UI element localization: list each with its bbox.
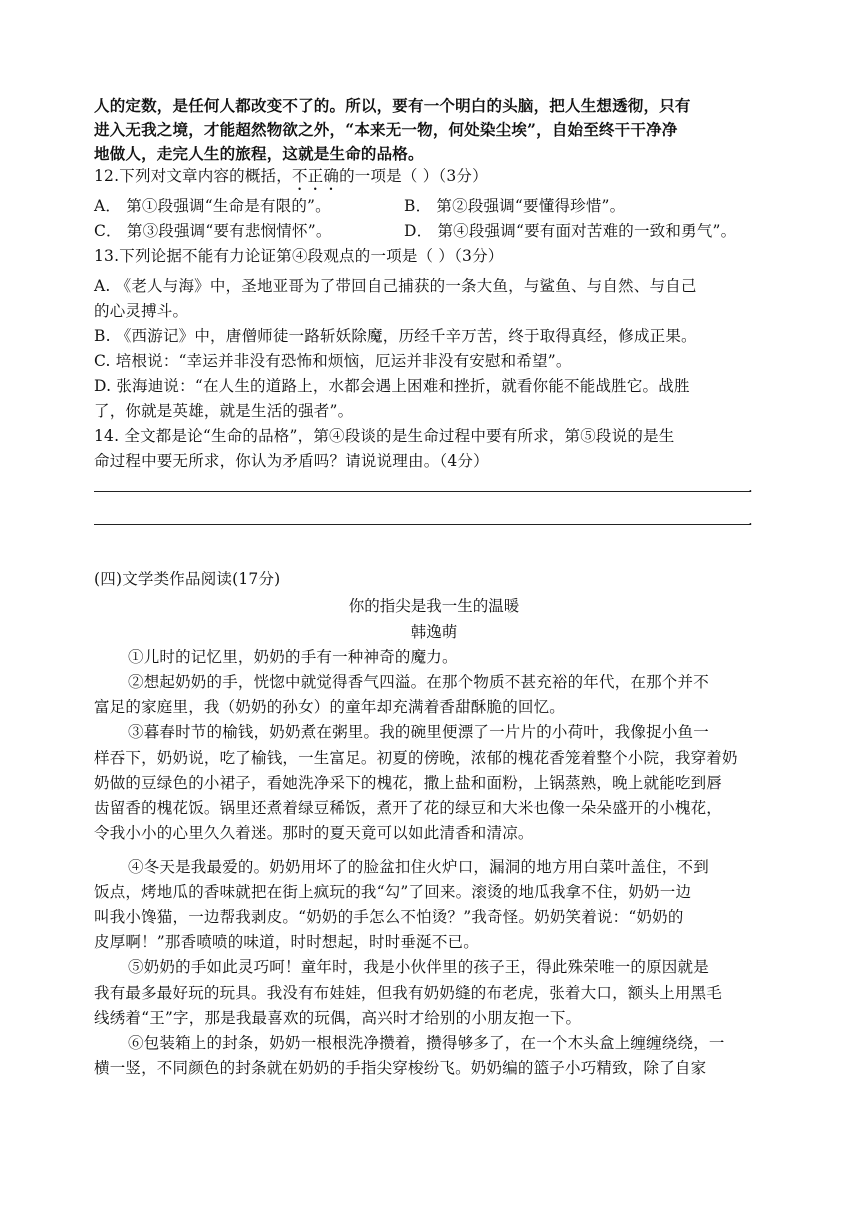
paragraph-3-line-1: ③暮春时节的榆钱，奶奶煮在粥里。我的碗里便漂了一片片的小荷叶，我像捉小鱼一	[128, 723, 709, 741]
q12-option-c: C． 第③段强调“要有悲悯情怀”。	[94, 222, 332, 240]
q14-answer-line-2[interactable]	[94, 524, 750, 525]
q13-option-a-line-1: A. 《老人与海》中，圣地亚哥为了带回自己捕获的一条大鱼，与鲨鱼、与自然、与自己	[94, 277, 697, 295]
paragraph-3-line-5: 令我小小的心里久久着迷。那时的夏天竟可以如此清香和清凉。	[94, 824, 534, 842]
q12-stem-after: 的一项是（ ）（3分）	[339, 167, 488, 185]
q14-answer-dot-1: .	[748, 478, 753, 496]
paragraph-5-line-3: 线绣着“王”字，那是我最喜欢的玩偶，高兴时才给别的小朋友抱一下。	[94, 1009, 582, 1027]
paragraph-4-line-3: 叫我小馋猫，一边帮我剥皮。“奶奶的手怎么不怕烫？”我奇怪。奶奶笑着说：“奶奶的	[94, 908, 684, 926]
paragraph-4-line-4: 皮厚啊！”那香喷喷的味道，时时想起，时时垂涎不已。	[94, 933, 479, 951]
passage-line-2: 进入无我之境，才能超然物欲之外，“本来无一物，何处染尘埃”，自始至终干干净净	[94, 120, 678, 139]
q13-option-d-line-1: D. 张海迪说：“在人生的道路上，水都会遇上困难和挫折，就看你能不能战胜它。战胜	[94, 377, 690, 395]
passage-line-1: 人的定数，是任何人都改变不了的。所以，要有一个明白的头脑，把人生想透彻，只有	[94, 96, 691, 115]
q13-option-b: B. 《西游记》中，唐僧师徒一路斩妖除魔，历经千辛万苦，终于取得真经，修成正果。	[94, 327, 697, 345]
q12-stem	[94, 164, 774, 194]
story-title: 你的指尖是我一生的温暖	[348, 597, 520, 615]
paragraph-3-line-4: 齿留香的槐花饭。锅里还煮着绿豆稀饭，煮开了花的绿豆和大米也像一朵朵盛开的小槐花，	[94, 799, 723, 817]
q12-option-a: A． 第①段强调“生命是有限的”。	[94, 197, 331, 215]
section-heading: (四)文学类作品阅读(17分)	[94, 570, 281, 588]
paragraph-4-line-2: 饭点，烤地瓜的香味就把在街上疯玩的我“勾”了回来。滚烫的地瓜我拿不住，奶奶一边	[94, 883, 692, 901]
q12-options-row-2	[94, 219, 774, 243]
q12-option-b: B． 第②段强调“要懂得珍惜”。	[404, 197, 626, 215]
q14-stem-line-1: 14. 全文都是论“生命的品格”，第④段谈的是生命过程中要有所求，第⑤段说的是生	[94, 427, 675, 445]
paragraph-5-line-2: 我有最多最好玩的玩具。我没有布娃娃，但我有奶奶缝的布老虎，张着大口，额头上用黑毛	[94, 984, 723, 1002]
paragraph-2-line-2: 富足的家庭里，我（奶奶的孙女）的童年却充满着香甜酥脆的回忆。	[94, 698, 566, 716]
q14-answer-dot-2: .	[748, 511, 753, 529]
q12-stem-before: 12.下列对文章内容的概括，	[94, 167, 292, 185]
q13-option-a-line-2: 的心灵搏斗。	[94, 302, 189, 320]
q13-option-d-line-2: 了，你就是英雄，就是生活的强者”。	[94, 402, 354, 420]
q14-stem-line-2: 命过程中要无所求，你认为矛盾吗？请说说理由。（4分）	[94, 452, 489, 470]
paragraph-3-line-2: 样吞下，奶奶说，吃了榆钱，一生富足。初夏的傍晚，浓郁的槐花香笼着整个小院，我穿着奶	[94, 749, 738, 767]
q12-stem-emphasis: 不正确	[291, 167, 340, 185]
q12-option-d: D． 第④段强调“要有面对苦难的一致和勇气”。	[404, 222, 737, 240]
paragraph-4-line-1: ④冬天是我最爱的。奶奶用坏了的脸盆扣住火炉口，漏洞的地方用白菜叶盖住，不到	[128, 858, 709, 876]
paragraph-6-line-2: 横一竖，不同颜色的封条就在奶奶的手指尖穿梭纷飞。奶奶编的篮子小巧精致，除了自家	[94, 1059, 707, 1077]
paragraph-3-line-3: 奶做的豆绿色的小裙子，看她洗净采下的槐花，撒上盐和面粉，上锅蒸熟，晚上就能吃到唇	[94, 774, 723, 792]
paragraph-5-line-1: ⑤奶奶的手如此灵巧呵！童年时，我是小伙伴里的孩子王，得此殊荣唯一的原因就是	[128, 958, 709, 976]
passage-line-3: 地做人，走完人生的旅程，这就是生命的品格。	[94, 144, 424, 163]
paragraph-1: ①儿时的记忆里，奶奶的手有一种神奇的魔力。	[128, 648, 458, 666]
q14-answer-line-1[interactable]	[94, 491, 750, 492]
q13-option-c: C. 培根说：“幸运并非没有恐怖和烦恼，厄运并非没有安慰和希望”。	[94, 352, 572, 370]
paragraph-6-line-1: ⑥包装箱上的封条，奶奶一根根洗净攒着，攒得够多了，在一个木头盒上缠缠绕绕，一	[128, 1034, 725, 1052]
paragraph-2-line-1: ②想起奶奶的手，恍惚中就觉得香气四溢。在那个物质不甚充裕的年代，在那个并不	[128, 673, 709, 691]
q12-options-row-1	[94, 194, 774, 218]
q13-stem: 13.下列论据不能有力论证第④段观点的一项是（ ）（3分）	[94, 247, 504, 265]
story-author: 韩逸萌	[410, 623, 458, 641]
